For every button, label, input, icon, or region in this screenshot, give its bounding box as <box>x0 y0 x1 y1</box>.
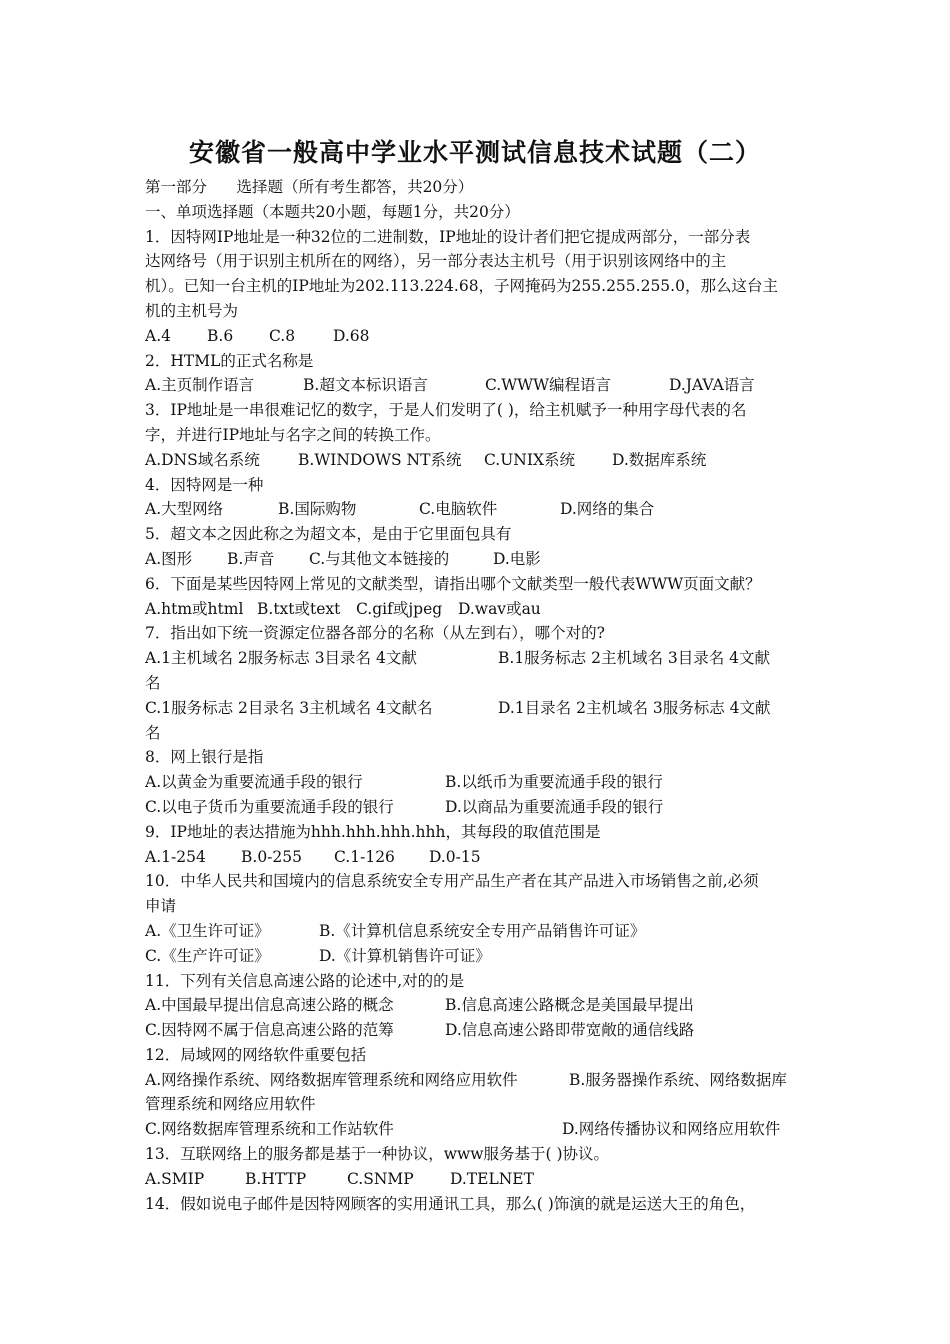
option-b: B.HTTP <box>245 1169 307 1188</box>
option-a: A.1-254 <box>145 847 206 866</box>
question-8-stem: 8．网上银行是指 <box>145 748 264 767</box>
question-12-options-cd <box>145 1117 810 1142</box>
option-b: B.0-255 <box>241 847 303 866</box>
option-c: C.电脑软件 <box>419 500 498 519</box>
question-7-options-cd <box>145 696 810 721</box>
option-d: D.以商品为重要流通手段的银行 <box>445 797 664 816</box>
question-11-options-ab <box>145 993 810 1018</box>
option-a: A.中国最早提出信息高速公路的概念 <box>145 996 394 1015</box>
option-a: A.主页制作语言 <box>145 376 255 395</box>
question-10-line-2: 申请 <box>145 897 177 916</box>
option-a: A.SMIP <box>145 1169 205 1188</box>
option-b: B.1服务标志 2主机域名 3目录名 4文献 <box>498 649 771 668</box>
option-c: C.因特网不属于信息高速公路的范筹 <box>145 1021 394 1040</box>
option-b: B.国际购物 <box>278 500 357 519</box>
question-1-options <box>145 324 810 349</box>
question-13-options <box>145 1167 810 1192</box>
question-7-stem: 7．指出如下统一资源定位器各部分的名称（从左到右），哪个对的? <box>145 624 605 643</box>
option-a: A.以黄金为重要流通手段的银行 <box>145 773 363 792</box>
question-9-stem: 9．IP地址的表达措施为hhh.hhh.hhh.hhh，其每段的取值范围是 <box>145 822 601 841</box>
question-7-wrap-ab: 名 <box>145 673 161 692</box>
question-8-options-cd <box>145 795 810 820</box>
question-4-stem: 4．因特网是一种 <box>145 475 264 494</box>
option-d: D.0-15 <box>429 847 481 866</box>
question-1-line-3: 机）。已知一台主机的IP地址为202.113.224.68，子网掩码为255.255.255.0，那么这台主 <box>145 277 778 296</box>
question-14-stem: 14．假如说电子邮件是因特网顾客的实用通讯工具，那么( )饰演的就是运送大王的角色， <box>145 1194 756 1213</box>
question-10-options-cd <box>145 944 810 969</box>
option-a: A.网络操作系统、网络数据库管理系统和网络应用软件 <box>145 1070 518 1089</box>
question-9-options <box>145 845 810 870</box>
option-a: A.htm或html <box>145 599 244 618</box>
question-3-line-1: 3．IP地址是一串很难记忆的数字，于是人们发明了( )，给主机赋予一种用字母代表的名 <box>145 401 747 420</box>
option-c: C.UNIX系统 <box>484 450 576 469</box>
question-10-line-1: 10．中华人民共和国境内的信息系统安全专用产品生产者在其产品进入市场销售之前,必须 <box>145 872 759 891</box>
option-b: B.6 <box>207 326 234 345</box>
option-c: C.与其他文本链接的 <box>309 549 450 568</box>
option-d: D.1目录名 2主机域名 3服务标志 4文献 <box>498 698 771 717</box>
option-b: B.txt或text <box>257 599 341 618</box>
option-a: A.4 <box>145 326 171 345</box>
question-7-options-ab <box>145 646 810 671</box>
question-11-stem: 11．下列有关信息高速公路的论述中,对的的是 <box>145 971 465 990</box>
question-1-line-1: 1．因特网IP地址是一种32位的二进制数，IP地址的设计者们把它提成两部分，一部分表 <box>145 227 751 246</box>
option-c: C.WWW编程语言 <box>485 376 612 395</box>
option-d: D.电影 <box>493 549 541 568</box>
option-d: D.JAVA语言 <box>669 376 755 395</box>
question-2-options <box>145 373 810 398</box>
option-a: A.《卫生许可证》 <box>145 921 270 940</box>
option-b: B.信息高速公路概念是美国最早提出 <box>445 996 694 1015</box>
question-4-options <box>145 497 810 522</box>
question-12-wrap-b: 管理系统和网络应用软件 <box>145 1095 316 1114</box>
option-d: D.网络的集合 <box>560 500 655 519</box>
question-3-options <box>145 448 810 473</box>
option-c: C.1-126 <box>334 847 395 866</box>
option-b: B.《计算机信息系统安全专用产品销售许可证》 <box>319 921 646 940</box>
page-title: 安徽省一般高中学业水平测试信息技术试题（二） <box>188 138 761 167</box>
option-a: A.图形 <box>145 549 193 568</box>
option-a: A.大型网络 <box>145 500 224 519</box>
question-6-stem: 6．下面是某些因特网上常见的文献类型，请指出哪个文献类型一般代表WWW页面文献？ <box>145 574 761 593</box>
option-c: C.SNMP <box>347 1169 414 1188</box>
question-12-options-ab <box>145 1068 810 1093</box>
option-b: B.声音 <box>227 549 275 568</box>
option-c: C.gif或jpeg <box>356 599 443 618</box>
question-10-options-ab <box>145 919 810 944</box>
question-6-options <box>145 597 810 622</box>
option-a: A.1主机域名 2服务标志 3目录名 4文献 <box>145 649 417 668</box>
option-b: B.超文本标识语言 <box>303 376 428 395</box>
option-a: A.DNS域名系统 <box>145 450 260 469</box>
option-d: D.68 <box>333 326 370 345</box>
question-5-options <box>145 547 810 572</box>
question-7-wrap-cd: 名 <box>145 723 161 742</box>
question-13-stem: 13．互联网络上的服务都是基于一种协议，www服务基于( )协议。 <box>145 1145 610 1164</box>
option-d: D.wav或au <box>458 599 541 618</box>
document-body <box>145 175 810 1216</box>
question-3-line-2: 字，并进行IP地址与名字之间的转换工作。 <box>145 425 441 444</box>
question-2-stem: 2．HTML的正式名称是 <box>145 351 314 370</box>
option-d: D.信息高速公路即带宽敞的通信线路 <box>445 1021 695 1040</box>
question-1-line-2: 达网络号（用于识别主机所在的网络），另一部分表达主机号（用于识别该网络中的主 <box>145 252 727 271</box>
option-d: D.《计算机销售许可证》 <box>319 946 491 965</box>
question-1-line-4: 机的主机号为 <box>145 301 239 320</box>
subsection-header: 一、单项选择题（本题共20小题，每题1分，共20分） <box>145 202 520 221</box>
option-b: B.WINDOWS NT系统 <box>298 450 462 469</box>
option-c: C.以电子货币为重要流通手段的银行 <box>145 797 394 816</box>
option-c: C.1服务标志 2目录名 3主机域名 4文献名 <box>145 698 433 717</box>
question-12-stem: 12．局域网的网络软件重要包括 <box>145 1045 367 1064</box>
option-d: D.TELNET <box>450 1169 534 1188</box>
option-b: B.以纸币为重要流通手段的银行 <box>445 773 663 792</box>
option-c: C.网络数据库管理系统和工作站软件 <box>145 1120 394 1139</box>
section-header: 第一部分 选择题（所有考生都答，共20分） <box>145 178 474 196</box>
question-5-stem: 5．超文本之因此称之为超文本，是由于它里面包具有 <box>145 525 512 544</box>
option-d: D.数据库系统 <box>612 450 707 469</box>
option-d: D.网络传播协议和网络应用软件 <box>562 1120 781 1139</box>
question-11-options-cd <box>145 1018 810 1043</box>
option-c: C.《生产许可证》 <box>145 946 270 965</box>
option-c: C.8 <box>269 326 296 345</box>
option-b: B.服务器操作系统、网络数据库 <box>569 1070 787 1089</box>
question-8-options-ab <box>145 770 810 795</box>
